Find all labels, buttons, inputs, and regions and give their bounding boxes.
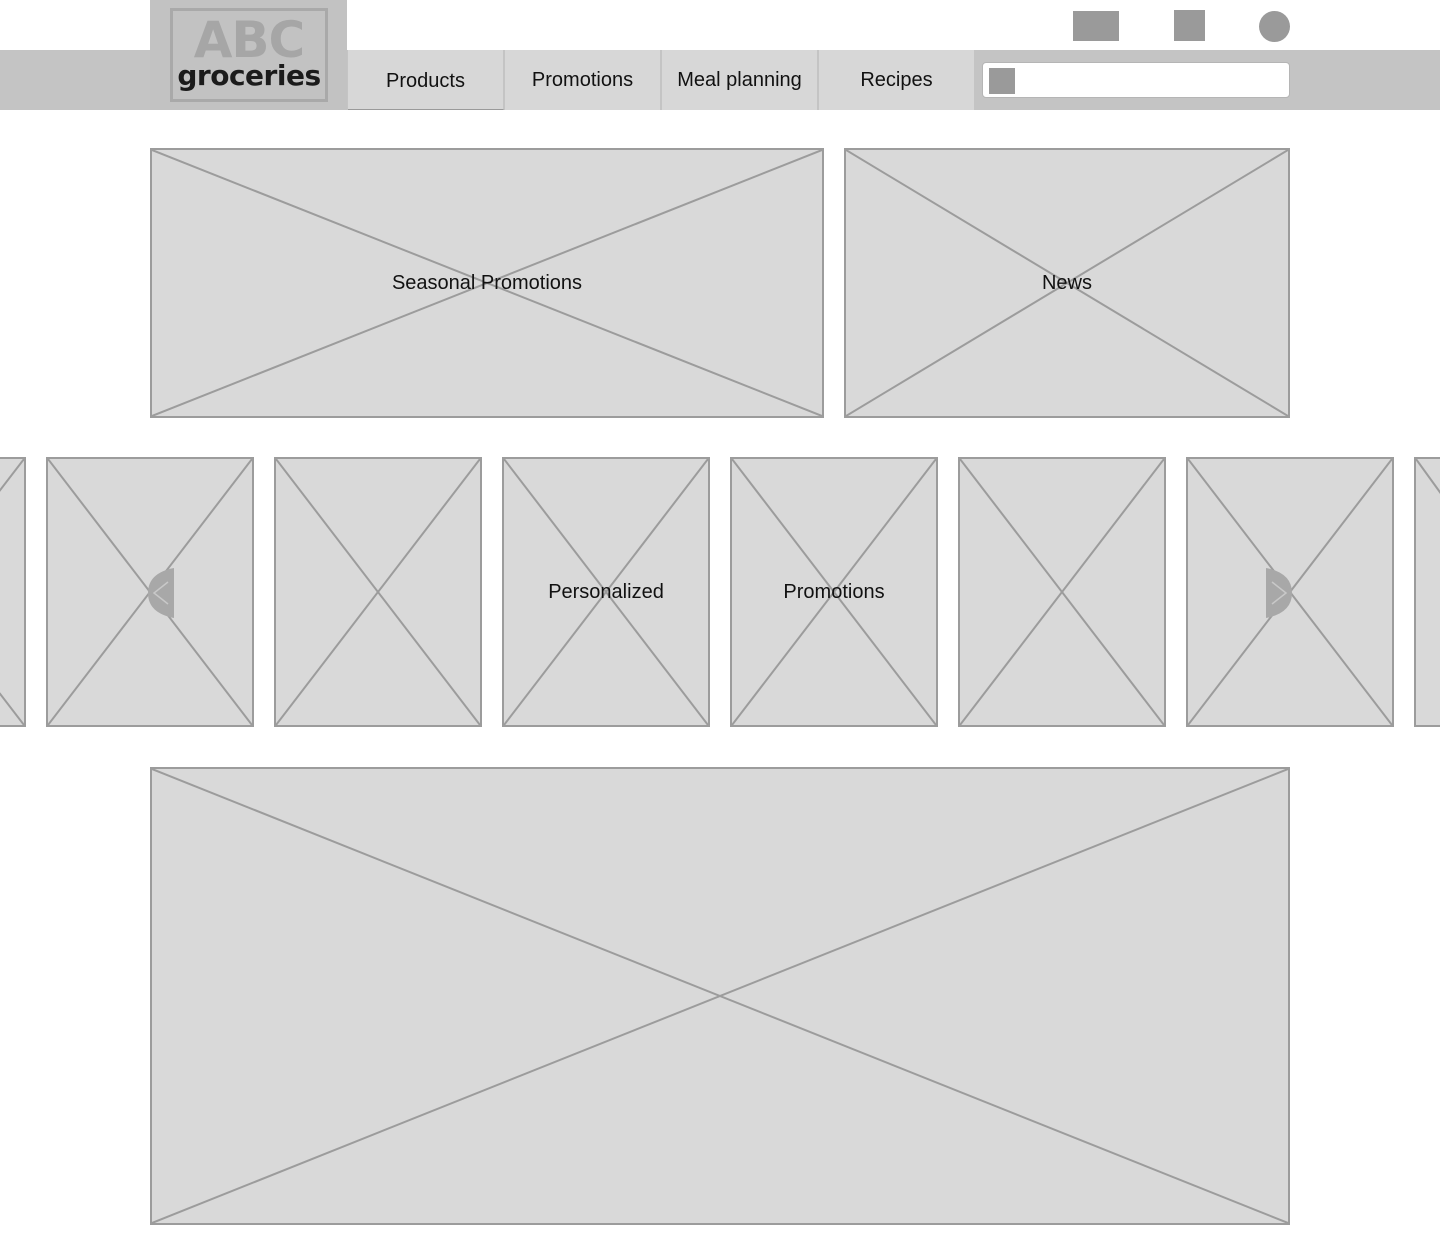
tab-products[interactable]: Products	[348, 50, 504, 110]
logo-wordmark-top: ABC	[193, 11, 305, 69]
seasonal-promotions-banner[interactable]	[150, 148, 824, 418]
account-icon[interactable]	[1174, 10, 1205, 41]
news-banner[interactable]	[844, 148, 1290, 418]
tab-recipes[interactable]: Recipes	[819, 50, 975, 110]
search-bar[interactable]	[982, 62, 1290, 98]
placeholder-cross	[152, 769, 1288, 1223]
carousel-tile[interactable]	[0, 457, 26, 727]
tab-meal-planning[interactable]: Meal planning	[662, 50, 818, 110]
placeholder-cross	[0, 459, 24, 725]
placeholder-cross	[152, 150, 822, 416]
seasonal-promotions-label: Seasonal Promotions	[391, 271, 583, 294]
carousel-prev-button[interactable]	[148, 568, 174, 618]
cart-icon[interactable]	[1073, 11, 1119, 41]
carousel-tile[interactable]	[1414, 457, 1440, 727]
search-input[interactable]	[1023, 65, 1289, 97]
placeholder-cross	[276, 459, 480, 725]
tab-promotions[interactable]: Promotions	[505, 50, 661, 110]
carousel-tile-label: Promotions	[783, 580, 885, 603]
news-label: News	[1041, 271, 1092, 294]
logo-wordmark-bottom: groceries	[177, 59, 321, 92]
featured-banner[interactable]	[150, 767, 1290, 1225]
profile-avatar-icon[interactable]	[1259, 11, 1290, 42]
placeholder-cross	[960, 459, 1164, 725]
carousel-tile[interactable]	[958, 457, 1166, 727]
search-icon[interactable]	[989, 68, 1015, 94]
carousel-next-button[interactable]	[1266, 568, 1292, 618]
logo-frame	[170, 8, 328, 102]
chevron-right-icon	[1266, 568, 1292, 618]
carousel-tile[interactable]	[274, 457, 482, 727]
logo[interactable]	[150, 0, 347, 110]
carousel-tile-promotions[interactable]	[730, 457, 938, 727]
carousel-tile-label: Personalized	[548, 580, 664, 603]
chevron-left-icon	[148, 568, 174, 618]
carousel-tile-personalized[interactable]	[502, 457, 710, 727]
placeholder-cross	[732, 459, 936, 725]
placeholder-cross	[846, 150, 1288, 416]
placeholder-cross	[504, 459, 708, 725]
placeholder-cross	[1416, 459, 1440, 725]
